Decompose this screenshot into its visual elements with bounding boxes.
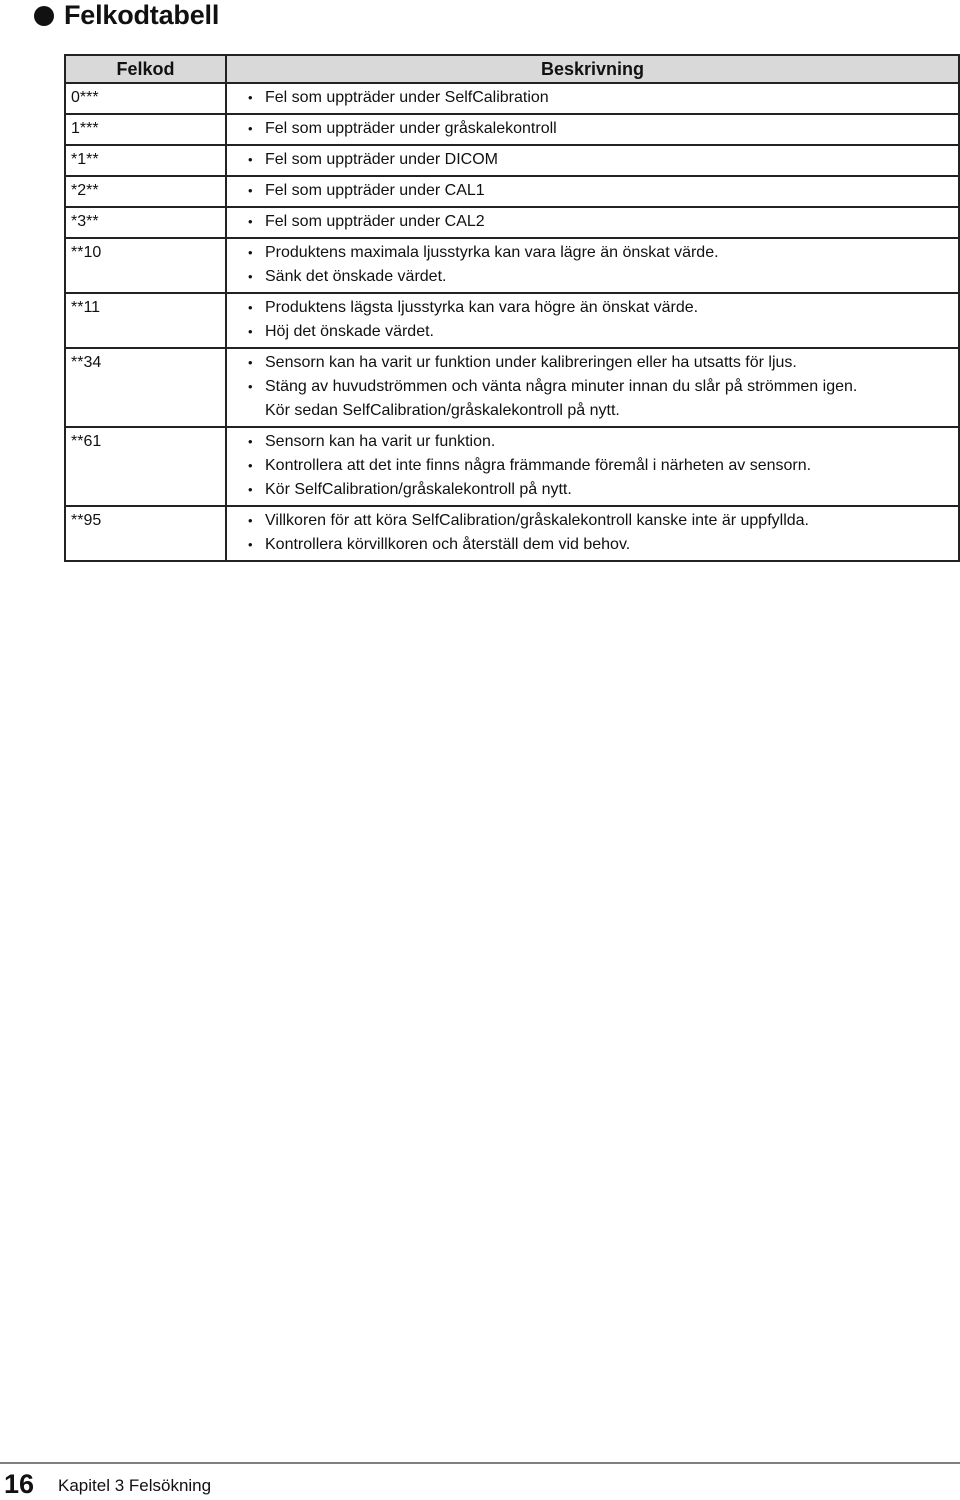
description-list bbox=[227, 509, 958, 557]
bullet-item: • Villkoren för att köra SelfCalibration/gråskalekontroll kanske inte är uppfyllda. bbox=[248, 509, 958, 533]
description-cell bbox=[226, 145, 959, 176]
bullet-item: • Stäng av huvudströmmen och vänta några minuter innan du slår på strömmen igen. bbox=[248, 375, 958, 399]
description-list bbox=[227, 241, 958, 289]
error-code-cell: **34 bbox=[65, 348, 226, 427]
error-code-cell: **10 bbox=[65, 238, 226, 293]
bullet-item: • Produktens maximala ljusstyrka kan vara lägre än önskat värde. bbox=[248, 241, 958, 265]
error-code-cell: *1** bbox=[65, 145, 226, 176]
column-header-description: Beskrivning bbox=[226, 55, 959, 83]
footer-divider bbox=[0, 1462, 960, 1464]
column-header-code: Felkod bbox=[65, 55, 226, 83]
error-code-cell: **95 bbox=[65, 506, 226, 561]
table-row bbox=[65, 83, 959, 114]
table-row bbox=[65, 238, 959, 293]
error-code-cell: 0*** bbox=[65, 83, 226, 114]
table-row bbox=[65, 293, 959, 348]
table-row bbox=[65, 506, 959, 561]
description-list bbox=[227, 148, 958, 172]
bullet-item: • Fel som uppträder under gråskalekontroll bbox=[248, 117, 958, 141]
table-row bbox=[65, 348, 959, 427]
table-body bbox=[65, 83, 959, 561]
description-list bbox=[227, 430, 958, 502]
table-header-row bbox=[65, 55, 959, 83]
description-cell bbox=[226, 114, 959, 145]
description-cell bbox=[226, 207, 959, 238]
section-heading bbox=[34, 0, 219, 30]
bullet-item: • Sensorn kan ha varit ur funktion. bbox=[248, 430, 958, 454]
error-code-table bbox=[64, 54, 960, 562]
description-cell bbox=[226, 293, 959, 348]
bullet-item: • Sensorn kan ha varit ur funktion under kalibreringen eller ha utsatts för ljus. bbox=[248, 351, 958, 375]
error-code-cell: *3** bbox=[65, 207, 226, 238]
error-code-cell: 1*** bbox=[65, 114, 226, 145]
description-cell bbox=[226, 238, 959, 293]
description-list bbox=[227, 296, 958, 344]
bullet-item: • Produktens lägsta ljusstyrka kan vara högre än önskat värde. bbox=[248, 296, 958, 320]
bullet-item: • Kör SelfCalibration/gråskalekontroll på nytt. bbox=[248, 478, 958, 502]
bullet-item: • Kontrollera att det inte finns några främmande föremål i närheten av sensorn. bbox=[248, 454, 958, 478]
section-title: Felkodtabell bbox=[64, 0, 220, 30]
bullet-item: • Fel som uppträder under CAL1 bbox=[248, 179, 958, 203]
description-list bbox=[227, 179, 958, 203]
chapter-title: Kapitel 3 Felsökning bbox=[58, 1476, 212, 1495]
table-row bbox=[65, 145, 959, 176]
description-cell bbox=[226, 348, 959, 427]
table-row bbox=[65, 114, 959, 145]
description-list bbox=[227, 117, 958, 141]
table-row bbox=[65, 176, 959, 207]
description-list bbox=[227, 86, 958, 110]
bullet-item: • Fel som uppträder under DICOM bbox=[248, 148, 958, 172]
filled-circle-bullet-icon bbox=[34, 6, 54, 26]
bullet-item: • Kontrollera körvillkoren och återställ dem vid behov. bbox=[248, 533, 958, 557]
description-list bbox=[227, 351, 958, 423]
bullet-item: • Sänk det önskade värdet. bbox=[248, 265, 958, 289]
bullet-item: • Höj det önskade värdet. bbox=[248, 320, 958, 344]
continuation-line: Kör sedan SelfCalibration/gråskalekontroll på nytt. bbox=[265, 402, 620, 419]
table-row bbox=[65, 427, 959, 506]
error-code-cell: **11 bbox=[65, 293, 226, 348]
description-cell bbox=[226, 83, 959, 114]
page-number: 16 bbox=[4, 1469, 35, 1499]
description-cell bbox=[226, 427, 959, 506]
description-list bbox=[227, 210, 958, 234]
bullet-item: • Fel som uppträder under SelfCalibration bbox=[248, 86, 958, 110]
bullet-item: • Fel som uppträder under CAL2 bbox=[248, 210, 958, 234]
table-row bbox=[65, 207, 959, 238]
error-code-cell: **61 bbox=[65, 427, 226, 506]
description-cell bbox=[226, 176, 959, 207]
description-cell bbox=[226, 506, 959, 561]
error-code-cell: *2** bbox=[65, 176, 226, 207]
